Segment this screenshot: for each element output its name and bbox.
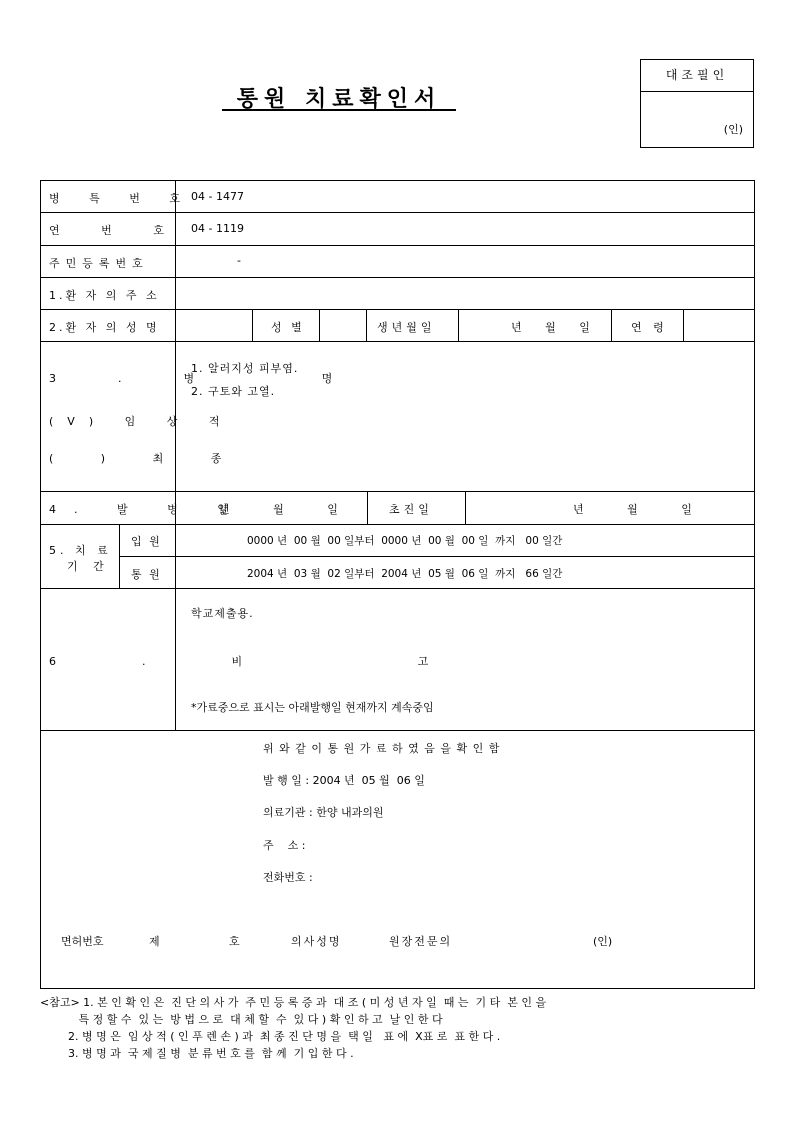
name-label: 2.환 자 의 성 명 [49, 321, 160, 334]
diagnosis-item-2: 2. 구토와 고열. [191, 385, 276, 398]
doctor-seal: (인) [593, 935, 613, 948]
resident-no-value: - [237, 254, 241, 267]
institution-address: 주 소 : [263, 839, 306, 852]
birth-value: 년 월 일 [511, 321, 600, 334]
inpatient-value: 0000 년 00 월 00 일부터 0000 년 00 월 00 일 까지 00 일간 [247, 535, 563, 547]
period-label-line1: 5. 치 료 [49, 544, 112, 557]
remarks-line1: 학교제출용. [191, 607, 254, 620]
age-label: 연 령 [631, 321, 668, 334]
license-label: 면허번호 [61, 935, 104, 948]
institution: 의료기관 : 한양 내과의원 [263, 806, 384, 819]
disease-no-value: 04 - 1477 [191, 190, 244, 203]
period-label-line2: 기 간 [67, 560, 110, 573]
sex-label: 성 별 [271, 321, 305, 334]
inpatient-label: 입 원 [131, 535, 162, 548]
certificate-form [40, 180, 755, 989]
title-underline [222, 109, 456, 111]
note-line-4: 3. 병 명 과 국 제 질 병 분 류 번 호 를 함 께 기 입 한 다 . [40, 1047, 354, 1060]
diagnosis-clinical: (V) 임 상 적 [49, 415, 234, 428]
onset-date: 년 월 일 [219, 503, 358, 516]
serial-no-label: 연 번 호 [49, 224, 183, 237]
confirm-statement: 위 와 같 이 통 원 가 료 하 였 음 을 확 인 함 [263, 742, 501, 755]
reference-notes [40, 994, 755, 1062]
note-line-1: <참고> 1. 본 인 확 인 은 진 단 의 사 가 주 민 등 록 증 과 대 조 ( 미 성 년 자 일 때 는 기 타 본 인 을 [40, 996, 547, 1009]
diagnosis-label: 3.병 명 [49, 372, 395, 385]
verification-stamp-box [640, 59, 754, 148]
remarks-line2: *가료중으로 표시는 아래발행일 현재까지 계속중임 [191, 701, 434, 714]
institution-phone: 전화번호 : [263, 871, 313, 884]
remarks-label: 6.비 고 [49, 655, 515, 668]
license-je: 제 [149, 935, 160, 948]
address-label: 1.환 자 의 주 소 [49, 289, 160, 302]
specialist-label: 원장전문의 [389, 935, 453, 948]
diagnosis-final: ( ) 최 종 [49, 452, 244, 465]
serial-no-value: 04 - 1119 [191, 222, 244, 235]
note-line-3: 2. 병 명 은 임 상 적 ( 인 푸 렌 손 ) 과 최 종 진 단 명 을 택 일 표 에 X표 로 표 한 다 . [40, 1030, 501, 1043]
stamp-mark: (인) [723, 123, 743, 136]
document-title: 통원 치료확인서 [236, 87, 442, 112]
license-ho: 호 [229, 935, 240, 948]
onset-label: 4. 발 병 일 [49, 503, 246, 516]
note-line-2: 특 정 할 수 있 는 방 법 으 로 대 체 할 수 있 다 ) 확 인 하 고 날 인 한 다 [40, 1013, 443, 1026]
issue-date: 발 행 일 : 2004 년 05 월 06 일 [263, 774, 425, 787]
first-visit-date: 년 월 일 [573, 503, 712, 516]
birth-label: 생년월일 [377, 321, 436, 334]
resident-no-label: 주민등록번호 [49, 257, 149, 270]
disease-no-label: 병 특 번 호 [49, 192, 193, 205]
outpatient-label: 통 원 [131, 568, 162, 581]
diagnosis-item-1: 1. 알러지성 피부염. [191, 362, 299, 375]
stamp-header: 대조필인 [641, 60, 753, 92]
first-visit-label: 초진일 [389, 503, 433, 516]
doctor-label: 의사성명 [291, 935, 342, 948]
outpatient-value: 2004 년 03 월 02 일부터 2004 년 05 월 06 일 까지 66 일간 [247, 568, 563, 580]
